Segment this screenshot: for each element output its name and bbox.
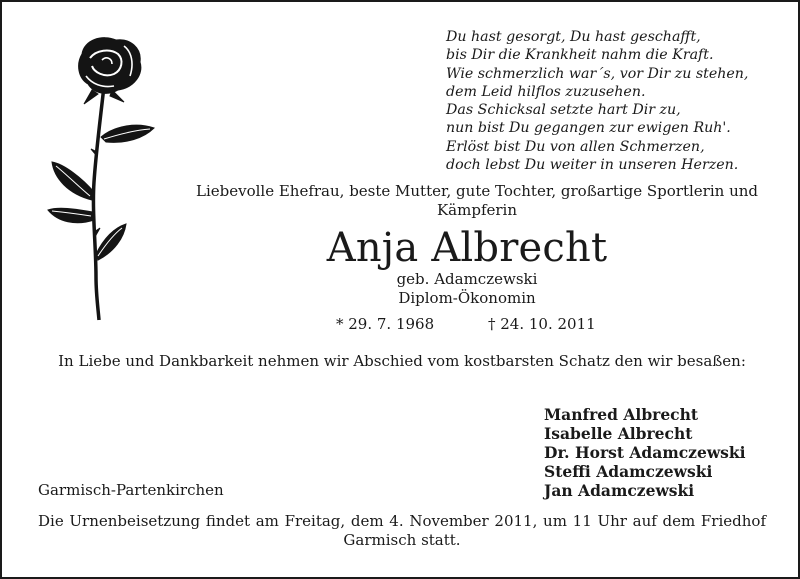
- mourner: Manfred Albrecht: [544, 405, 699, 424]
- death-date: † 24. 10. 2011: [488, 315, 596, 333]
- poem-line: Erlöst bist Du von allen Schmerzen,: [446, 138, 705, 155]
- poem-line: dem Leid hilflos zuzusehen.: [446, 83, 646, 100]
- rose-icon: [44, 32, 162, 324]
- poem: [446, 28, 786, 174]
- place: Garmisch-Partenkirchen: [38, 481, 224, 499]
- mourner: Steffi Adamczewski: [544, 462, 713, 481]
- mourner: Dr. Horst Adamczewski: [544, 443, 746, 462]
- poem-line: Wie schmerzlich war´s, vor Dir zu stehen,: [446, 65, 749, 82]
- poem-line: bis Dir die Krankheit nahm die Kraft.: [446, 47, 714, 64]
- farewell-text: In Liebe und Dankbarkeit nehmen wir Abschied vom kostbarsten Schatz den wir besaßen:: [58, 352, 746, 370]
- deceased-details: [312, 270, 622, 308]
- profession: Diplom-Ökonomin: [398, 289, 536, 307]
- mourner: Isabelle Albrecht: [544, 424, 693, 443]
- epithet: Liebevolle Ehefrau, beste Mutter, gute Tochter, großartige Sportlerin und Kämpferin: [195, 182, 758, 219]
- poem-line: nun bist Du gegangen zur ewigen Ruh'.: [446, 120, 731, 137]
- mourner: Jan Adamczewski: [544, 481, 695, 500]
- poem-line: Du hast gesorgt, Du hast geschafft,: [446, 29, 701, 45]
- maiden-name: geb. Adamczewski: [396, 270, 538, 288]
- poem-line: Das Schicksal setzte hart Dir zu,: [446, 102, 681, 119]
- birth-date: * 29. 7. 1968: [336, 315, 435, 333]
- deceased-name: Anja Albrecht: [326, 225, 608, 271]
- funeral-info: Die Urnenbeisetzung findet am Freitag, dem 4. November 2011, um 11 Uhr auf dem Friedhof Garmisch statt.: [38, 512, 766, 549]
- poem-line: doch lebst Du weiter in unseren Herzen.: [446, 157, 739, 174]
- mourners-list: [544, 405, 784, 500]
